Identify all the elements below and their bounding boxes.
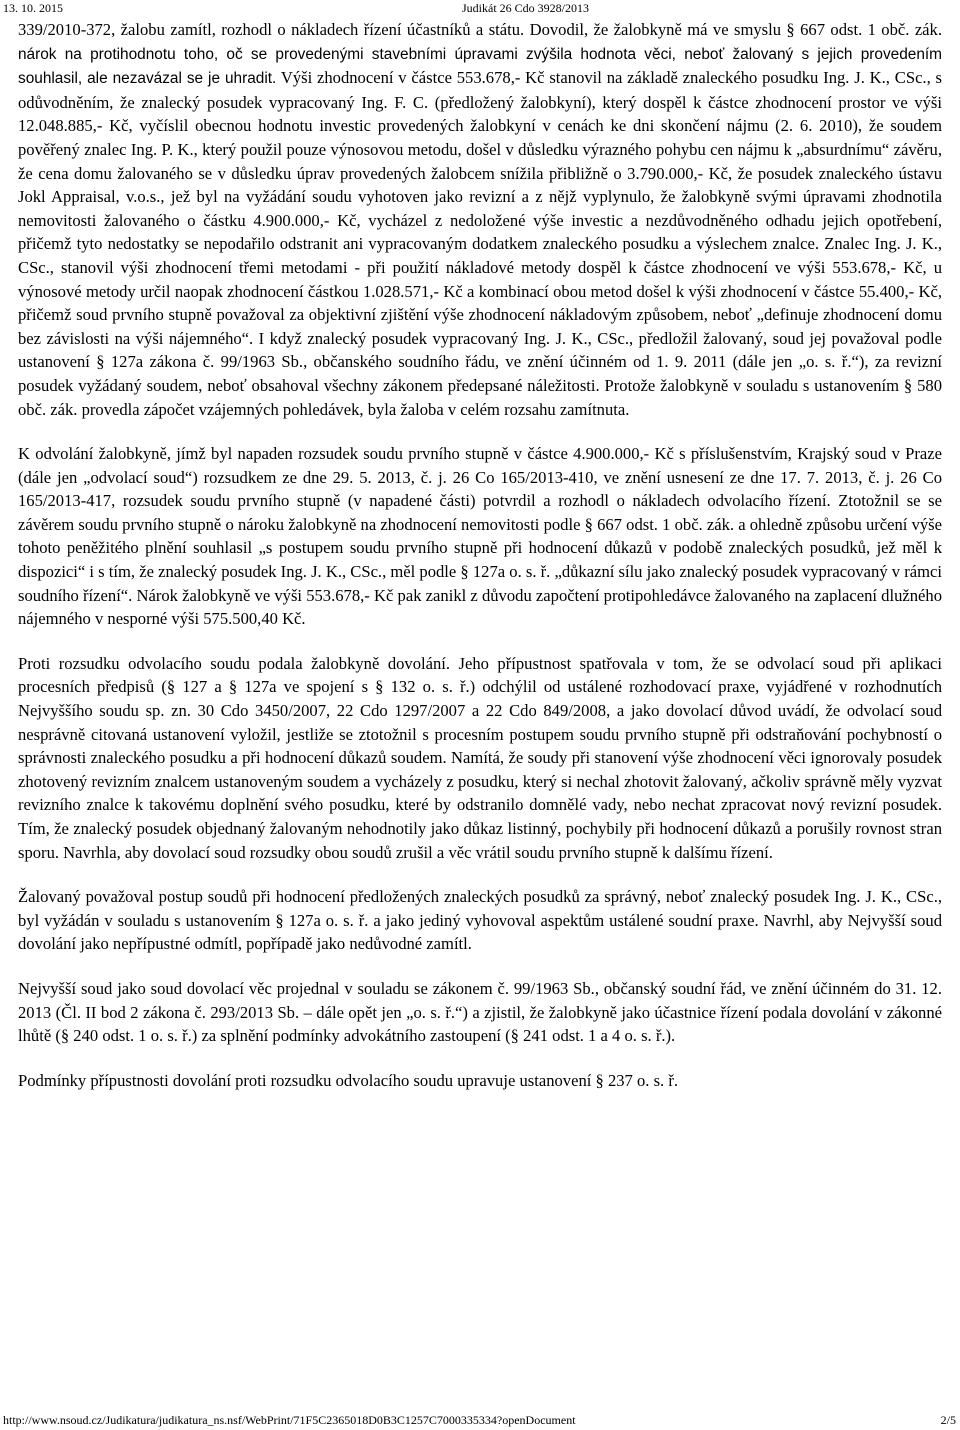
paragraph-defendant-response — [18, 885, 942, 956]
text-segment: Proti rozsudku odvolacího soudu podala žalobkyně dovolání. Jeho přípustnost spatřovala v tom, že se odvolací soud při aplikaci procesních předpisů (§ 127 a § 127a ve spojení s § 132 o. s. ř.) odchýlil od ustálené rozhodovací praxe, vyjádřené v rozhodnutích Nejvyššího soudu sp. zn. 30 Cdo 3450/2007, 22 Cdo 1297/2007 a 22 Cdo 849/2008, a jako dovolací důvod uvádí, že odvolací soud nesprávně citovaná ustanovení vyložil, jestliže se ztotožnil s procesním postupem soudu prvního stupně při odstraňování pochybností o správnosti znaleckého posudku a při hodnocení důkazů soudem. Namítá, že soudy při stanovení výše zhodnocení věci ignorovaly posudek zhotovený revizním znalcem ustanoveným soudem a vycházely z posudku, který si nechal zhotovit žalovaný, ačkoliv správně měly vyzvat revizního znalce k takovému doplnění svého posudku, které by odstranilo domnělé vady, nebo nechat zpracovat nový revizní posudek. Tím, že znalecký posudek objednaný žalovaným nehodnotily jako důkaz listinný, pochybily při hodnocení důkazů a porušily rovnost stran sporu. Navrhla, aby dovolací soud rozsudky obou soudů zrušil a věc vrátil soudu prvního stupně k dalšímu řízení. — [18, 653, 942, 862]
paragraph-appeal-court — [18, 442, 942, 631]
text-segment: Žalovaný považoval postup soudů při hodnocení předložených znaleckých posudků za správný, neboť znalecký posudek Ing. J. K., CSc., byl vyžádán v souladu s ustanovením § 127a o. s. ř. a jako jediný vyhovoval aspektům ustálené soudní praxe. Navrhl, aby Nejvyšší soud dovolání jako nepřípustné odmítl, popřípadě jako nedůvodné zamítl. — [18, 887, 942, 954]
document-title: Judikát 26 Cdo 3928/2013 — [462, 1, 590, 15]
print-date: 13. 10. 2015 — [3, 1, 63, 15]
paragraph-supreme-court-review — [18, 977, 942, 1048]
text-segment-sans: nárok na protihodnotu toho, oč se provedenými stavebními úpravami zvýšila hodnota věci, neboť žalovaný s jejich provedením souhlasil, ale nezavázal se je uhradit. — [18, 45, 942, 88]
source-url-link[interactable]: http://www.nsoud.cz/Judikatura/judikatura_ns.nsf/WebPrint/71F5C2365018D0B3C1257C7000335334?openDocument — [3, 1413, 576, 1427]
text-segment: Výši zhodnocení v částce 553.678,- Kč stanovil na základě znaleckého posudku Ing. J. K., CSc., s odůvodněním, že znalecký posudek vypracovaný Ing. F. C. (předložený žalobkyní), který dospěl k částce zhodnocení prostor ve výši 12.048.885,- Kč, vyčíslil obecnou hodnotu investic provedených žalobkyní v cenách ke dni skončení nájmu (2. 6. 2010), že soudem pověřený znalec Ing. P. K., který použil pouze výnosovou metodu, došel v důsledku výrazného pohybu cen nájmu k „absurdnímu“ závěru, že cena domu žalovaného se v důsledku úprav provedených žalobcem snížila přibližně o 3.790.000,- Kč, že posudek znaleckého ústavu Jokl Appraisal, v.o.s., jež byl na vyžádání soudu vyhotoven jako revizní a z nějž vyplynulo, že žalobkyně svými úpravami zhodnotila nemovitosti žalovaného o částku 4.900.000,- Kč, vycházel z nedoložené výše investic a nezdůvodněného odhadu jejich opotřebení, přičemž tyto nedostatky se nepodařilo odstranit ani vypracovaným dodatkem znaleckého posudku a výslechem znalce. Znalec Ing. J. K., CSc., stanovil výši zhodnocení třemi metodami - při použití nákladové metody dospěl k částce zhodnocení ve výši 553.678,- Kč, u výnosové metody určil naopak zhodnocení částkou 1.028.571,- Kč a kombinací obou metod došel k výši zhodnocení v částce 55.400,- Kč, přičemž soud prvního stupně považoval za objektivní zjištění výše zhodnocení nákladovým způsobem, neboť „definuje zhodnocení domu bez závislosti na výši nájemného“. I když znalecký posudek vypracovaný Ing. J. K., CSc., předložil žalovaný, soud jej považoval podle ustanovení § 127a zákona č. 99/1963 Sb., občanského soudního řádu, ve znění účinném od 1. 9. 2011 (dále jen „o. s. ř.“), za revizní posudek vyžádaný soudem, neboť obsahoval všechny zákonem předepsané náležitosti. Protože žalobkyně v souladu s ustanovením § 580 obč. zák. provedla zápočet vzájemných pohledávek, byla žaloba v celém rozsahu zamítnuta. — [18, 68, 943, 419]
paragraph-first-instance-ruling — [18, 18, 942, 421]
page-number: 2/5 — [940, 1413, 956, 1427]
text-segment: 339/2010-372, žalobu zamítl, rozhodl o nákladech řízení účastníků a státu. Dovodil, že žalobkyně má ve smyslu § 667 odst. 1 obč. zák. — [18, 20, 942, 39]
text-segment: Nejvyšší soud jako soud dovolací věc projednal v souladu se zákonem č. 99/1963 Sb., občanský soudní řád, ve znění účinném do 31. 12. 2013 (Čl. II bod 2 zákona č. 293/2013 Sb. – dále opět jen „o. s. ř.“) a zjistil, že žalobkyně jako účastnice řízení podala dovolání v zákonné lhůtě (§ 240 odst. 1 o. s. ř.) za splnění podmínky advokátního zastoupení (§ 241 odst. 1 a 4 o. s. ř.). — [18, 978, 942, 1046]
text-segment: Podmínky přípustnosti dovolání proti rozsudku odvolacího soudu upravuje ustanovení § 237 o. s. ř. — [18, 1070, 679, 1090]
paragraph-appeal-on-law — [18, 652, 942, 864]
document-body — [18, 18, 942, 1113]
print-footer — [0, 1412, 960, 1428]
text-segment: K odvolání žalobkyně, jímž byl napaden rozsudek soudu prvního stupně v částce 4.900.000,- Kč s příslušenstvím, Krajský soud v Praze (dále jen „odvolací soud“) rozsudkem ze dne 29. 5. 2013, č. j. 26 Co 165/2013-410, ve znění usnesení ze dne 17. 7. 2013, č. j. 26 Co 165/2013-417, rozsudek soudu prvního stupně (v napadené části) potvrdil a rozhodl o nákladech odvolacího řízení. Ztotožnil se se závěrem soudu prvního stupně o nároku žalobkyně na zhodnocení nemovitosti podle § 667 odst. 1 obč. zák. a ohledně způsobu určení výše tohoto peněžitého plnění souhlasil „s postupem soudu prvního stupně při hodnocení důkazů v podobě znaleckých posudků, jež měl k dispozici“ i s tím, že znalecký posudek Ing. J. K., CSc., měl podle § 127a o. s. ř. „důkazní sílu jako znalecký posudek vypracovaný v rámci soudního řízení“. Nárok žalobkyně ve výši 553.678,- Kč pak zanikl z důvodu započtení protipohledávce žalovaného na zaplacení dlužného nájemného v nesporné výši 575.500,40 Kč. — [18, 444, 942, 629]
paragraph-admissibility — [18, 1069, 942, 1093]
print-header — [0, 0, 960, 14]
